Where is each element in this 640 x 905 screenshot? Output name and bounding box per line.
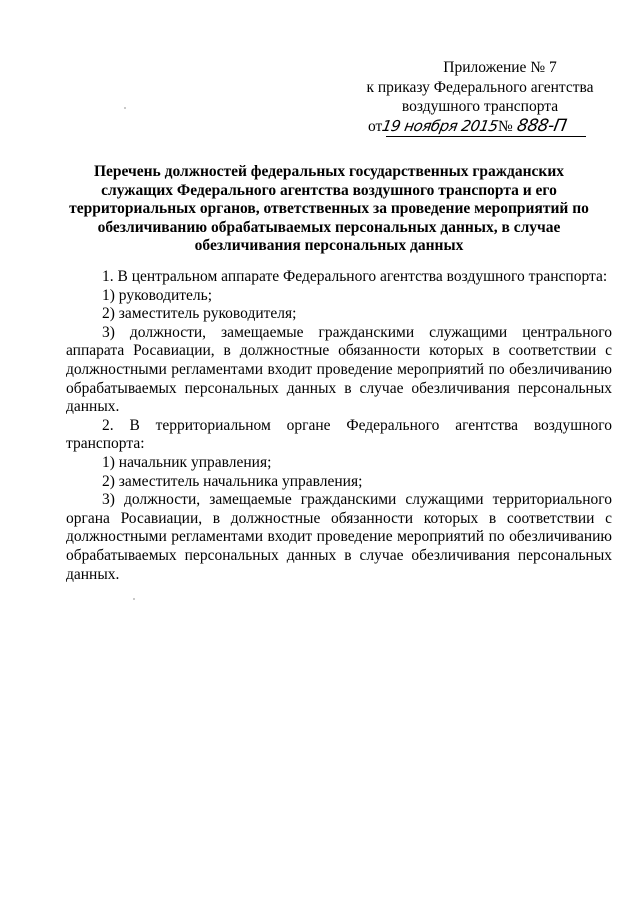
section-1-item-3: 3) должности, замещаемые гражданскими служащими центрального аппарата Росавиации, в должностные обязанности которых в соответствии с должностными регламентами входит проведение мероприятий по обезличиванию обрабатываемых персональных данных в случае обезличивания персональных данных.: [66, 323, 612, 416]
date-prefix: от: [368, 117, 383, 135]
appendix-header: [360, 58, 600, 136]
document-body: [66, 268, 612, 584]
order-reference-line: к приказу Федерального агентства: [366, 78, 594, 96]
section-1-item-1: 1) руководитель;: [102, 286, 213, 304]
section-1-heading: 1. В центральном аппарате Федерального агентства воздушного транспорта:: [102, 268, 608, 285]
section-2-heading: 2. В территориальном органе Федерального агентства воздушного транспорта:: [66, 416, 612, 453]
section-2-item-1: 1) начальник управления;: [102, 453, 272, 471]
appendix-number: Приложение № 7: [443, 59, 557, 76]
handwritten-date: 19 ноября 2015: [380, 116, 500, 135]
order-date-number-line: [360, 117, 600, 137]
signature-underline: [386, 136, 586, 137]
section-1-item-2: 2) заместитель руководителя;: [102, 305, 297, 323]
scan-speck: [124, 107, 126, 109]
scan-speck: [133, 598, 135, 600]
number-label: №: [497, 117, 513, 135]
section-2-item-3: 3) должности, замещаемые гражданскими служащими территориального органа Росавиации, в должностные обязанности которых в соответствии с должностными регламентами входит проведение мероприятий по обезличиванию обрабатываемых персональных данных в случае обезличивания персональных данных.: [66, 491, 612, 583]
document-title: Перечень должностей федеральных государственных гражданских служащих Федерального агентства воздушного транспорта и его территориальных органов, ответственных за проведение мероприятий по обезличиванию обрабатываемых персональных данных, в случае обезличивания персональных данных: [69, 163, 589, 254]
agency-name-line: воздушного транспорта: [401, 98, 559, 115]
section-2-item-2: 2) заместитель начальника управления;: [102, 472, 363, 490]
handwritten-number: 888-П: [514, 115, 568, 136]
